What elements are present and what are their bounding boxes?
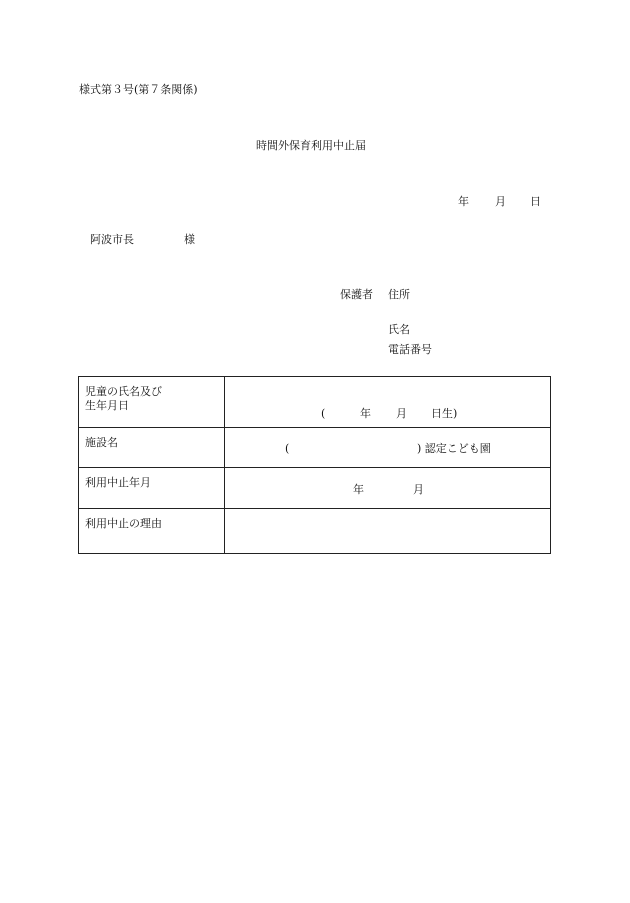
birthdate-day-label: 日生) [431,407,458,420]
table-row-child [79,377,551,428]
name-label: 氏名 [388,323,410,336]
birthdate-open-paren: ( [321,407,326,420]
address-label: 住所 [388,288,410,301]
child-label-text [85,385,162,413]
reason-label-cell [79,509,225,554]
birthdate-year-label: 年 [360,407,371,420]
stop-date-month-label: 月 [413,483,424,496]
guardian-label: 保護者 [340,288,373,301]
table-row-reason [79,509,551,554]
reason-label: 利用中止の理由 [85,517,162,530]
addressee-name: 阿波市長 [90,233,134,246]
date-month-label: 月 [495,195,506,208]
child-name-birthdate-label-cell [79,377,225,428]
date-day-label: 日 [530,195,541,208]
stop-date-label: 利用中止年月 [85,476,151,489]
document-title: 時間外保育利用中止届 [256,139,366,152]
date-year-label: 年 [458,195,469,208]
child-label-line1: 児童の氏名及び [85,385,162,398]
child-name-birthdate-field[interactable] [225,377,551,428]
facility-label: 施設名 [85,436,118,449]
birthdate-month-label: 月 [396,407,407,420]
form-table [78,376,551,554]
facility-label-cell [79,428,225,468]
phone-label: 電話番号 [388,343,432,356]
table-row-stop-date [79,468,551,509]
facility-open-paren: ( [285,442,290,455]
addressee-honorific: 様 [184,233,195,246]
stop-date-year-label: 年 [353,483,364,496]
stop-date-field[interactable] [225,468,551,509]
stop-date-label-cell [79,468,225,509]
table-row-facility [79,428,551,468]
reason-field[interactable] [225,509,551,554]
facility-name-field[interactable] [225,428,551,468]
form-number: 様式第３号(第７条関係) [79,83,198,96]
facility-suffix: ) 認定こども園 [417,442,491,455]
child-label-line2: 生年月日 [85,399,129,412]
